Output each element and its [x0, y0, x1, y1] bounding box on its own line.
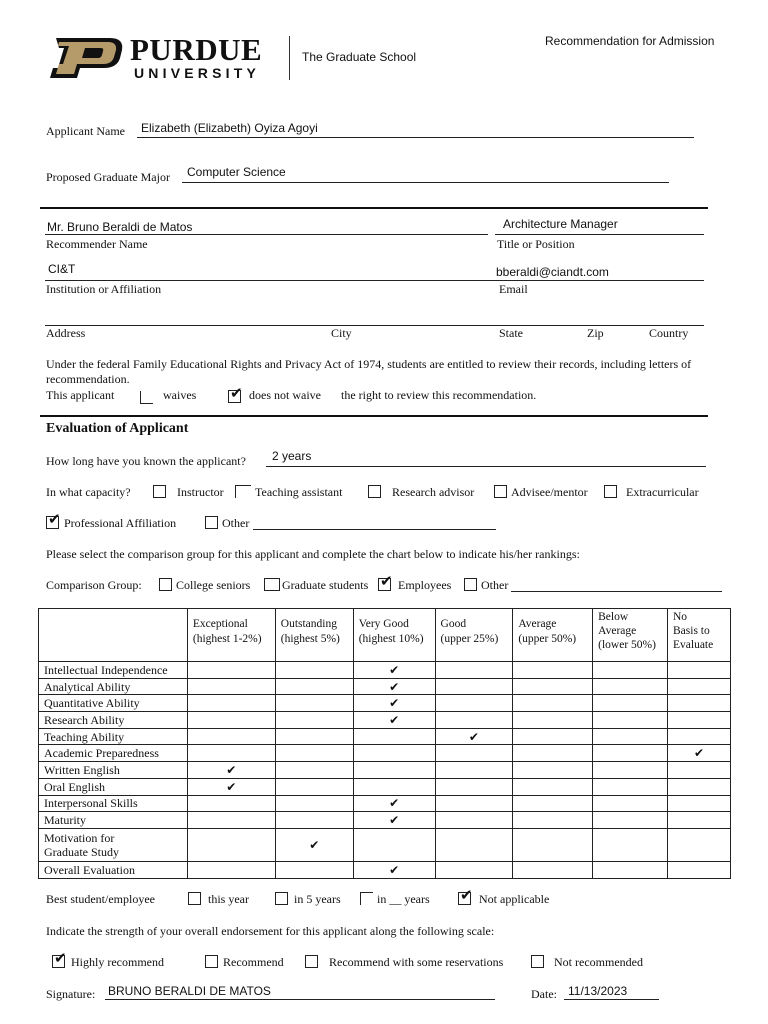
zip-label: Zip [587, 326, 604, 340]
rating-cell[interactable] [593, 828, 668, 861]
this-applicant-label: This applicant [46, 388, 115, 402]
check-icon: ✔ [468, 729, 479, 744]
city-label: City [331, 326, 352, 340]
rating-cell[interactable] [353, 828, 435, 861]
rating-cell[interactable] [275, 662, 353, 679]
table-row [39, 728, 731, 745]
rating-cell[interactable] [668, 778, 731, 795]
check-icon: ✔ [389, 662, 400, 677]
purdue-logo [46, 32, 276, 84]
row-label [39, 861, 188, 878]
rating-cell[interactable] [353, 812, 435, 829]
rating-cell[interactable] [187, 662, 275, 679]
row-label [39, 712, 188, 729]
rating-cell[interactable] [275, 778, 353, 795]
rating-cell[interactable] [435, 712, 513, 729]
table-row [39, 861, 731, 878]
row-label-text: Quantitative Ability [44, 696, 140, 711]
col-header [275, 609, 353, 662]
col-sub: (upper 25%) [440, 633, 499, 645]
capacity-extracurricular-checkbox[interactable] [604, 485, 617, 498]
capacity-label: In what capacity? [46, 485, 131, 499]
ferpa-notice: Under the federal Family Educational Rights and Privacy Act of 1974, students are entitled to review their records, including letters of recommendation. [46, 357, 692, 386]
table-row [39, 795, 731, 812]
col-header [187, 609, 275, 662]
table-header-blank [39, 609, 188, 662]
best-this-year-label: this year [208, 892, 249, 906]
table-row [39, 662, 731, 679]
table-row [39, 678, 731, 695]
title-field[interactable]: Architecture Manager [503, 217, 618, 231]
purdue-p-icon [46, 36, 126, 80]
rating-cell[interactable] [668, 728, 731, 745]
capacity-instructor-checkbox[interactable] [153, 485, 166, 498]
table-header-row [39, 609, 731, 662]
header-divider [289, 36, 290, 80]
rating-cell[interactable] [353, 778, 435, 795]
address-label: Address [46, 326, 86, 340]
applicant-name-field[interactable]: Elizabeth (Elizabeth) Oyiza Agoyi [141, 121, 318, 135]
comparison-label: Comparison Group: [46, 578, 142, 592]
col-sub: Evaluate [673, 639, 714, 651]
rating-cell[interactable] [593, 678, 668, 695]
signature-field[interactable]: BRUNO BERALDI DE MATOS [108, 984, 271, 998]
col-title: Below [598, 611, 629, 623]
rating-cell[interactable] [513, 778, 593, 795]
table-row [39, 828, 731, 861]
capacity-professional-label: Professional Affiliation [64, 516, 177, 530]
rating-cell[interactable] [513, 861, 593, 878]
capacity-professional-checkbox[interactable] [46, 510, 61, 529]
rating-cell[interactable] [187, 745, 275, 762]
col-header [513, 609, 593, 662]
row-label [39, 778, 188, 795]
ranking-body [39, 662, 731, 879]
capacity-research-label: Research advisor [392, 485, 475, 499]
rating-cell[interactable] [353, 678, 435, 695]
table-row [39, 695, 731, 712]
highly-recommend-label: Highly recommend [71, 955, 164, 969]
rating-cell[interactable] [275, 678, 353, 695]
rating-cell[interactable] [435, 861, 513, 878]
rating-cell[interactable] [668, 695, 731, 712]
ranking-table [38, 608, 731, 879]
col-title: Good [440, 618, 467, 630]
rating-cell[interactable] [353, 745, 435, 762]
rating-cell[interactable] [593, 778, 668, 795]
comparison-other-label: Other [481, 578, 509, 592]
rating-cell[interactable] [275, 695, 353, 712]
capacity-ta-label: Teaching assistant [255, 485, 343, 499]
reservations-checkbox[interactable] [305, 955, 318, 968]
comparison-instruction: Please select the comparison group for this applicant and complete the chart below to indicate his/her rankings: [46, 547, 580, 561]
col-sub: Average [598, 625, 637, 637]
comparison-seniors-checkbox[interactable] [159, 578, 172, 591]
known-line [266, 466, 706, 467]
rating-cell[interactable] [275, 812, 353, 829]
evaluation-heading: Evaluation of Applicant [46, 421, 189, 436]
col-title: No [673, 611, 688, 623]
endorsement-instruction: Indicate the strength of your overall endorsement for this applicant along the following scale: [46, 924, 495, 938]
section-divider-2 [40, 415, 708, 417]
comparison-grad-label: Graduate students [282, 578, 369, 592]
col-sub: (highest 5%) [280, 633, 340, 645]
col-header [353, 609, 435, 662]
rating-cell[interactable] [435, 828, 513, 861]
rating-cell[interactable] [668, 712, 731, 729]
waiver-suffix: the right to review this recommendation. [341, 388, 537, 402]
known-label: How long have you known the applicant? [46, 454, 246, 468]
school-name: The Graduate School [302, 50, 417, 64]
rating-cell[interactable] [435, 778, 513, 795]
col-header [593, 609, 668, 662]
rating-cell[interactable] [593, 728, 668, 745]
rating-cell[interactable] [593, 795, 668, 812]
check-icon: ✔ [380, 572, 393, 590]
rating-cell[interactable] [593, 861, 668, 878]
check-icon: ✔ [389, 796, 400, 811]
waives-label: waives [163, 388, 197, 402]
highly-recommend-checkbox[interactable] [52, 949, 67, 968]
check-icon: ✔ [230, 384, 243, 402]
rating-cell[interactable] [275, 861, 353, 878]
logo-sub: UNIVERSITY [134, 65, 261, 81]
check-icon: ✔ [460, 886, 473, 904]
row-label-text: Teaching Ability [44, 729, 125, 744]
capacity-ta-checkbox[interactable] [235, 485, 251, 498]
col-sub: Basis to [673, 625, 710, 637]
known-field[interactable]: 2 years [272, 449, 312, 463]
rating-cell[interactable] [668, 662, 731, 679]
comparison-other-line [511, 591, 722, 592]
not-recommended-label: Not recommended [554, 955, 643, 969]
table-row [39, 778, 731, 795]
row-label [39, 812, 188, 829]
best-n-years-checkbox[interactable] [360, 892, 373, 905]
check-icon: ✔ [226, 779, 237, 794]
rating-cell[interactable] [353, 762, 435, 779]
not-recommended-checkbox[interactable] [531, 955, 544, 968]
col-sub: (highest 1-2%) [192, 633, 262, 645]
best-5-years-checkbox[interactable] [275, 892, 288, 905]
row-label [39, 678, 188, 695]
col-header [435, 609, 513, 662]
check-icon: ✔ [693, 746, 705, 761]
does-not-waive-label: does not waive [249, 388, 321, 402]
rating-cell[interactable] [513, 812, 593, 829]
rating-cell[interactable] [593, 712, 668, 729]
rating-cell[interactable] [275, 795, 353, 812]
best-na-checkbox[interactable] [458, 886, 473, 905]
date-label: Date: [531, 987, 557, 1001]
best-this-year-checkbox[interactable] [188, 892, 201, 905]
rating-cell[interactable] [668, 762, 731, 779]
check-icon: ✔ [389, 696, 400, 711]
check-icon: ✔ [389, 679, 400, 694]
check-icon: ✔ [389, 813, 400, 828]
applicant-name-line [137, 137, 694, 138]
rating-cell[interactable] [435, 662, 513, 679]
recommender-name-field[interactable]: Mr. Bruno Beraldi de Matos [47, 220, 193, 234]
rating-cell[interactable] [593, 812, 668, 829]
signature-label: Signature: [46, 987, 96, 1001]
rating-cell[interactable] [593, 745, 668, 762]
row-label-text: Interpersonal Skills [44, 796, 138, 811]
rating-cell[interactable] [435, 678, 513, 695]
recommend-checkbox[interactable] [205, 955, 218, 968]
rating-cell[interactable] [668, 828, 731, 861]
row-label [39, 745, 188, 762]
rating-cell[interactable] [187, 695, 275, 712]
col-sub: (highest 10%) [358, 633, 424, 645]
rating-cell[interactable] [668, 678, 731, 695]
row-label-text: Motivation for [44, 830, 115, 845]
title-label: Title or Position [497, 237, 575, 251]
capacity-advisee-label: Advisee/mentor [511, 485, 588, 499]
rating-cell[interactable] [187, 778, 275, 795]
major-field[interactable]: Computer Science [187, 165, 286, 179]
rating-cell[interactable] [435, 695, 513, 712]
rating-cell[interactable] [593, 762, 668, 779]
rating-cell[interactable] [353, 712, 435, 729]
col-sub: (lower 50%) [598, 639, 656, 651]
rating-cell[interactable] [275, 712, 353, 729]
logo-word: PURDUE [130, 32, 263, 67]
col-sub: (upper 50%) [518, 633, 577, 645]
rating-cell[interactable] [513, 745, 593, 762]
row-label-text: Academic Preparedness [44, 746, 159, 761]
recommend-label: Recommend [223, 955, 284, 969]
section-divider-1 [40, 207, 708, 209]
rating-cell[interactable] [513, 712, 593, 729]
col-title: Outstanding [280, 618, 337, 630]
rating-cell[interactable] [275, 745, 353, 762]
row-label [39, 728, 188, 745]
capacity-other-label: Other [222, 516, 250, 530]
institution-line [45, 280, 704, 281]
best-n-years-label: in __ years [377, 892, 430, 906]
table-row [39, 712, 731, 729]
comparison-employees-checkbox[interactable] [378, 572, 393, 591]
rating-cell[interactable] [353, 728, 435, 745]
table-row [39, 812, 731, 829]
does-not-waive-checkbox[interactable] [228, 384, 243, 403]
email-field[interactable]: bberaldi@ciandt.com [496, 265, 609, 279]
row-label-text: Maturity [44, 813, 86, 828]
reservations-label: Recommend with some reservations [329, 955, 504, 969]
recommender-name-line [45, 234, 488, 235]
major-label: Proposed Graduate Major [46, 170, 170, 184]
row-label-text: Written English [44, 762, 120, 777]
table-row [39, 745, 731, 762]
rating-cell[interactable] [435, 762, 513, 779]
comparison-seniors-label: College seniors [176, 578, 251, 592]
rating-cell[interactable] [668, 861, 731, 878]
waives-checkbox[interactable] [140, 391, 153, 404]
check-icon: ✔ [226, 762, 237, 777]
rating-cell[interactable] [668, 795, 731, 812]
date-field[interactable]: 11/13/2023 [568, 984, 628, 998]
rating-cell[interactable] [275, 762, 353, 779]
check-icon: ✔ [309, 837, 320, 852]
country-label: Country [649, 326, 689, 340]
rating-cell[interactable] [668, 812, 731, 829]
rating-cell[interactable] [275, 828, 353, 861]
rating-cell[interactable] [353, 861, 435, 878]
email-label: Email [499, 282, 528, 296]
rating-cell[interactable] [187, 728, 275, 745]
rating-cell[interactable] [275, 728, 353, 745]
capacity-other-checkbox[interactable] [205, 516, 218, 529]
rating-cell[interactable] [513, 795, 593, 812]
rating-cell[interactable] [187, 762, 275, 779]
signature-line [105, 999, 495, 1000]
col-title: Average [518, 618, 557, 630]
row-label-text: Graduate Study [44, 844, 119, 859]
check-icon: ✔ [389, 862, 400, 877]
row-label-text: Intellectual Independence [44, 662, 168, 677]
comparison-employees-label: Employees [398, 578, 452, 592]
institution-field[interactable]: CI&T [48, 262, 76, 276]
capacity-other-line [253, 529, 496, 530]
rating-cell[interactable] [513, 662, 593, 679]
row-label-text: Research Ability [44, 712, 125, 727]
state-label: State [499, 326, 523, 340]
row-label [39, 662, 188, 679]
col-title: Very Good [358, 618, 409, 630]
rating-cell[interactable] [513, 728, 593, 745]
col-header [668, 609, 731, 662]
rating-cell[interactable] [187, 795, 275, 812]
address-line [45, 325, 704, 326]
best-na-label: Not applicable [479, 892, 550, 906]
rating-cell[interactable] [187, 828, 275, 861]
title-line [495, 234, 704, 235]
row-label [39, 762, 188, 779]
rating-cell[interactable] [513, 828, 593, 861]
comparison-grad-checkbox[interactable] [264, 578, 280, 591]
rating-cell[interactable] [593, 662, 668, 679]
best-label: Best student/employee [46, 892, 155, 906]
form-title: Recommendation for Admission [545, 34, 715, 48]
rating-cell[interactable] [187, 678, 275, 695]
rating-cell[interactable] [187, 712, 275, 729]
comparison-other-checkbox[interactable] [464, 578, 477, 591]
date-line [564, 999, 659, 1000]
rating-cell[interactable] [353, 662, 435, 679]
capacity-extracurricular-label: Extracurricular [626, 485, 699, 499]
major-line [182, 182, 669, 183]
row-label-text: Oral English [44, 779, 105, 794]
best-5-years-label: in 5 years [294, 892, 341, 906]
capacity-instructor-label: Instructor [177, 485, 224, 499]
check-icon: ✔ [389, 712, 400, 727]
rating-cell[interactable] [513, 762, 593, 779]
rating-cell[interactable] [435, 745, 513, 762]
check-icon: ✔ [54, 949, 67, 967]
rating-cell[interactable] [435, 728, 513, 745]
applicant-name-label: Applicant Name [46, 124, 125, 138]
rating-cell[interactable] [187, 812, 275, 829]
recommender-name-label: Recommender Name [46, 237, 148, 251]
rating-cell[interactable] [187, 861, 275, 878]
rating-cell[interactable] [593, 695, 668, 712]
institution-label: Institution or Affiliation [46, 282, 162, 296]
col-title: Exceptional [192, 618, 248, 630]
check-icon: ✔ [48, 510, 61, 528]
rating-cell[interactable] [668, 745, 731, 762]
rating-cell[interactable] [435, 795, 513, 812]
rating-cell[interactable] [353, 695, 435, 712]
capacity-advisee-checkbox[interactable] [494, 485, 507, 498]
row-label [39, 695, 188, 712]
rating-cell[interactable] [513, 695, 593, 712]
rating-cell[interactable] [353, 795, 435, 812]
row-label-text: Overall Evaluation [44, 862, 135, 877]
table-row [39, 762, 731, 779]
capacity-research-checkbox[interactable] [368, 485, 381, 498]
rating-cell[interactable] [435, 812, 513, 829]
row-label-text: Analytical Ability [44, 679, 131, 694]
row-label [39, 795, 188, 812]
row-label [39, 828, 188, 861]
rating-cell[interactable] [513, 678, 593, 695]
